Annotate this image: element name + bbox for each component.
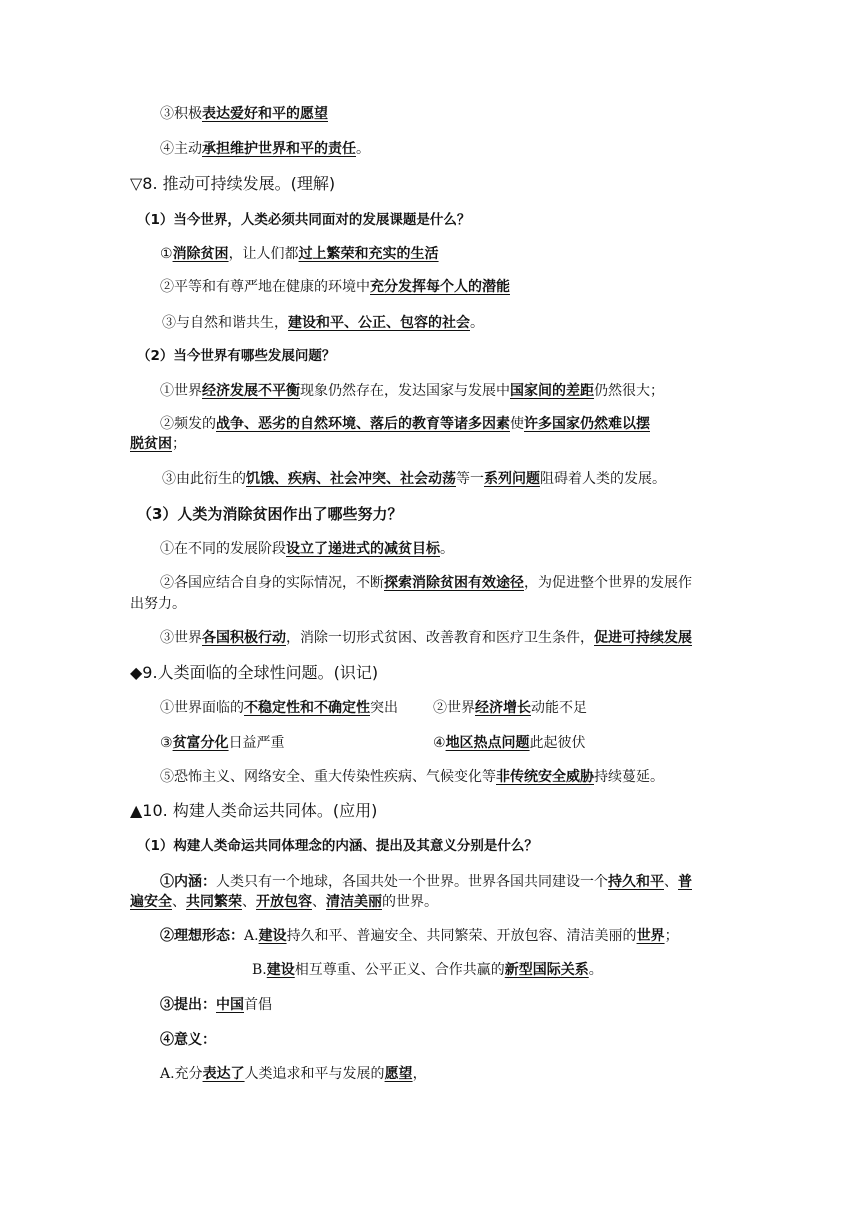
- key-term: 开放包容: [256, 894, 312, 910]
- text-run: ①世界面临的: [160, 700, 244, 716]
- text-run: 阻碍着人类的发展。: [540, 471, 666, 487]
- text-run: ▲10. 构建人类命运共同体。(应用): [130, 801, 378, 820]
- text-line: [137, 210, 470, 230]
- text-run: ①: [160, 246, 173, 262]
- key-term: 持久和平: [608, 874, 664, 890]
- text-line: [160, 104, 328, 124]
- text-run: ②频发的: [160, 416, 216, 432]
- text-line: [433, 733, 586, 753]
- text-line: [137, 346, 335, 366]
- text-run: ，消除一切形式贫困、改善教育和医疗卫生条件，: [286, 630, 594, 646]
- key-term: 新型国际关系: [504, 962, 589, 978]
- key-term: 脱贫困: [130, 436, 172, 452]
- text-run: （3）人类为消除贫困作出了哪些努力？: [137, 505, 403, 523]
- text-line: [130, 892, 438, 912]
- text-line: [130, 594, 186, 614]
- key-term: 充分发挥每个人的潜能: [370, 279, 510, 295]
- text-line: [160, 539, 454, 559]
- text-run: ②平等和有尊严地在健康的环境中: [160, 279, 370, 295]
- text-run: 的世界。: [382, 894, 438, 910]
- text-line: [252, 960, 603, 980]
- text-line: [160, 139, 370, 159]
- key-term: 清洁美丽: [326, 894, 382, 910]
- text-line: [160, 872, 692, 892]
- key-term: 建设: [258, 928, 287, 944]
- key-term: 共同繁荣: [186, 894, 242, 910]
- text-line: [160, 698, 398, 718]
- text-run: 出努力。: [130, 596, 186, 612]
- text-run: ，: [412, 1066, 427, 1082]
- key-term: 促进可持续发展: [594, 630, 692, 646]
- key-term: 探索消除贫困有效途径: [384, 575, 524, 591]
- key-term: 建设和平、公正、包容的社会: [288, 315, 470, 331]
- text-run: 人类追求和平与发展的: [244, 1066, 385, 1082]
- text-line: [137, 836, 538, 856]
- text-run: 现象仍然存在，发达国家与发展中: [300, 383, 510, 399]
- text-run: 仍然很大；: [594, 383, 664, 399]
- text-run: 使: [510, 416, 524, 432]
- key-term: 饥饿、疾病、社会冲突、社会动荡: [246, 471, 456, 487]
- text-run: A.充分: [160, 1066, 203, 1082]
- key-term: 表达爱好和平的愿望: [202, 106, 328, 122]
- text-run: （1）当今世界，人类必须共同面对的发展课题是什么？: [137, 212, 471, 228]
- text-run: （1）构建人类命运共同体理念的内涵、提出及其意义分别是什么？: [137, 838, 538, 854]
- key-term: 经济增长: [475, 700, 531, 716]
- key-term: 战争、恶劣的自然环境、落后的教育等诸多因素: [216, 416, 510, 432]
- key-term: 地区热点问题: [445, 735, 530, 751]
- text-run: 。: [440, 541, 454, 557]
- key-term: 过上繁荣和充实的生活: [298, 246, 439, 262]
- key-term: 许多国家仍然难以摆: [524, 416, 650, 432]
- text-run: ▽8. 推动可持续发展。(理解): [130, 174, 336, 193]
- text-run: ，让人们都: [228, 246, 299, 262]
- text-run: （2）当今世界有哪些发展问题？: [137, 348, 336, 364]
- key-term: 世界: [636, 928, 665, 944]
- text-run: 人类只有一个地球，各国共处一个世界。世界各国共同建设一个: [216, 874, 608, 890]
- text-run: 动能不足: [531, 700, 587, 716]
- text-run: ④主动: [160, 141, 202, 157]
- text-line: [160, 1030, 216, 1050]
- key-term: 不稳定性和不确定性: [244, 700, 370, 716]
- text-line: [130, 663, 378, 683]
- text-line: [160, 1064, 427, 1084]
- text-run: 、: [242, 894, 256, 910]
- text-run: ③与自然和谐共生，: [162, 315, 288, 331]
- key-term: 国家间的差距: [510, 383, 594, 399]
- text-run: 。: [356, 141, 370, 157]
- text-line: [433, 698, 587, 718]
- text-run: ⑤恐怖主义、网络安全、重大传染性疾病、气候变化等: [160, 769, 496, 785]
- text-run: ，为促进整个世界的发展作: [524, 575, 692, 591]
- key-term: 愿望: [384, 1066, 413, 1082]
- text-run: 日益严重: [228, 735, 285, 751]
- text-line: [137, 504, 402, 524]
- text-line: [160, 733, 285, 753]
- text-run: ③世界: [160, 630, 202, 646]
- text-run: ③: [160, 735, 173, 751]
- text-run: ；: [172, 436, 186, 452]
- text-line: [130, 801, 377, 821]
- key-term: 表达了: [202, 1066, 245, 1082]
- label-term: ①内涵：: [160, 874, 216, 890]
- text-run: 持久和平、普遍安全、共同繁荣、开放包容、清洁美丽的: [286, 928, 637, 944]
- text-run: B.: [252, 962, 267, 978]
- text-run: 持续蔓延。: [594, 769, 664, 785]
- text-run: ◆9.人类面临的全球性问题。(识记): [130, 663, 379, 682]
- key-term: 贫富分化: [172, 735, 229, 751]
- text-line: [160, 628, 692, 648]
- text-line: [162, 313, 484, 333]
- label-term: ③提出：: [160, 997, 216, 1013]
- text-run: 、: [172, 894, 186, 910]
- label-term: ④意义：: [160, 1032, 216, 1048]
- key-term: 各国积极行动: [202, 630, 286, 646]
- text-run: ④: [433, 735, 446, 751]
- text-run: ①在不同的发展阶段: [160, 541, 286, 557]
- key-term: 承担维护世界和平的责任: [202, 141, 356, 157]
- key-term: 设立了递进式的减贫目标: [286, 541, 440, 557]
- key-term: 建设: [266, 962, 295, 978]
- text-run: 、: [664, 874, 678, 890]
- text-line: [130, 434, 186, 454]
- text-line: [160, 573, 692, 593]
- text-line: [160, 381, 664, 401]
- key-term: 普: [678, 874, 692, 890]
- text-run: 。: [470, 315, 484, 331]
- text-run: 、: [312, 894, 326, 910]
- text-run: ；: [664, 928, 679, 944]
- key-term: 遍安全: [130, 894, 172, 910]
- key-term: 中国: [216, 997, 244, 1013]
- text-run: 此起彼伏: [529, 735, 586, 751]
- text-run: 相互尊重、公平正义、合作共赢的: [294, 962, 505, 978]
- text-line: [160, 995, 272, 1015]
- text-line: [160, 277, 510, 297]
- text-run: ③积极: [160, 106, 202, 122]
- text-run: 。: [588, 962, 603, 978]
- text-run: ②世界: [433, 700, 475, 716]
- text-run: 首倡: [244, 997, 272, 1013]
- key-term: 消除贫困: [172, 246, 229, 262]
- text-run: 突出: [370, 700, 398, 716]
- key-term: 非传统安全威胁: [496, 769, 594, 785]
- text-line: [160, 414, 650, 434]
- text-run: ②各国应结合自身的实际情况，不断: [160, 575, 384, 591]
- text-line: [160, 926, 679, 946]
- text-line: [160, 767, 664, 787]
- key-term: 经济发展不平衡: [202, 383, 300, 399]
- text-line: [130, 174, 335, 194]
- text-run: ①世界: [160, 383, 202, 399]
- text-line: [160, 244, 439, 264]
- text-run: A.: [244, 928, 259, 944]
- text-run: ③由此衍生的: [162, 471, 246, 487]
- text-line: [162, 469, 666, 489]
- key-term: 系列问题: [484, 471, 540, 487]
- text-run: 等一: [456, 471, 484, 487]
- label-term: ②理想形态：: [160, 928, 244, 944]
